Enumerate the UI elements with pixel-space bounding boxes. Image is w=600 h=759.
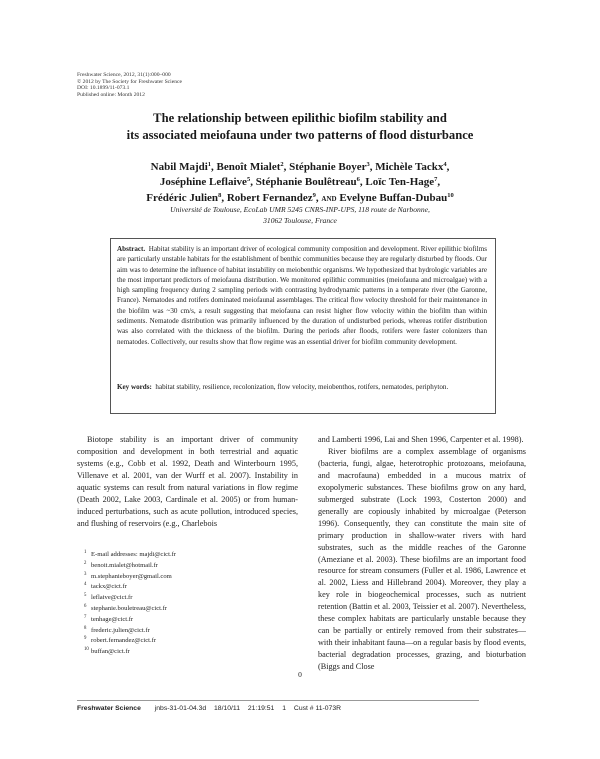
author-sup: 7 <box>434 176 438 184</box>
right-paragraph-1: and Lamberti 1996, Lai and Shen 1996, Carpenter et al. 1998). <box>318 435 524 444</box>
author-sup: 6 <box>356 176 360 184</box>
body-left-column: Biotope stability is an important driver of community composition and development in both terrestrial and aquatic systems (e.g., Cobb et al. 1992, Death and Winterbourn 1995, Villenave et al. 2001, van der Wurff et al. 2007). Instability in aquatic systems can result from natural variations in flow regime (Death 2002, Lake 2003, Cardinale et al. 2005) or from human-induced perturbations, such as acute pollution, introduced species, and flushing of reservoirs (e.g., Charlebois <box>77 435 298 528</box>
keywords-text: habitat stability, resilience, recolonization, flow velocity, meiobenthos, rotifers, nematodes, periphyton. <box>155 383 449 391</box>
author-name: Stéphanie Boulêtreau <box>255 176 357 189</box>
author-sup: 1 <box>207 161 212 168</box>
author-name: Stéphanie Boyer <box>289 161 367 173</box>
title-line-2: its associated meiofauna under two patterns of flood disturbance <box>126 128 474 142</box>
keywords <box>117 382 487 392</box>
footnote: $^7$ tenhage@cict.fr <box>84 614 134 623</box>
author-sup: 5 <box>246 176 251 184</box>
affiliation-line-1: Université de Toulouse, EcoLab UMR 5245 CNRS-INP-UPS, 118 route de Narbonne, <box>170 205 430 214</box>
journal-citation: Freshwater Science, 2012, 31(1):000–000 <box>77 72 171 78</box>
right-paragraph-2: River biofilms are a complex assemblage of organisms (bacteria, fungi, algae, heterotrophic protozoans, meiofauna, and macrofauna) embedded in a mucous matrix of exopolymeric substances. These biofilms grow on any hard, submerged substrate (Lock 1993, Costerton 2000) and generally are copiously inhabited by microalgae (Peterson 1996). Consequently, they can constitute the main site of primary production in shallow-water rivers with hard substrates, such as the middle reaches of the Garonne (Ameziane et al. 2003). These biofilms are an important food resource for stream consumers (Fuller et al. 1986, Lawrence et al. 2002, Liess and Hillebrand 2004). Moreover, they play a key role in biogeochemical processes, such as nutrient retention (Battin et al. 2003, Teissier et al. 2007). Nevertheless, these complex habitats are particularly unstable because they can be partially or entirely removed from their substrates—with their inhabitant fauna—on a regular basis by flood events, bacterial degradation processes, grazing, and bioturbation (Biggs and Close <box>318 446 526 672</box>
published-line: Published online: Month 2012 <box>77 91 145 98</box>
author-sup: 10 <box>447 191 454 199</box>
author-name: Joséphine Leflaive <box>159 176 247 189</box>
footnote: $^3$ m.stephanieboyer@gmail.com <box>84 571 172 580</box>
keywords-label: Key words: <box>117 383 152 391</box>
footer-divider <box>77 700 479 701</box>
footer-num: 1 <box>282 705 287 712</box>
footer-file: jnbs-31-01-04.3d <box>154 705 207 712</box>
footnote: $^1$ E-mail addresses: majdi@cict.fr <box>84 550 176 558</box>
author-name: Benoît Mialet <box>216 161 281 173</box>
footnote: $^2$ benoit.mialet@hotmail.fr <box>84 560 158 569</box>
affiliation-line-2: 31062 Toulouse, France <box>263 215 337 225</box>
page-number: 0 <box>298 670 302 679</box>
footnote: $^6$ stephanie.bouletreau@cict.fr <box>84 603 168 612</box>
copyright-line: © 2012 by The Society for Freshwater Science <box>77 78 182 85</box>
journal-meta <box>77 72 182 98</box>
footnote: $^8$ frederic.julien@cict.fr <box>84 625 150 634</box>
footnote: $^4$ tackx@cict.fr <box>84 582 127 591</box>
footer-journal: Freshwater Science <box>77 705 141 712</box>
body-right-column <box>318 434 526 673</box>
abstract-text: Habitat stability is an important driver of ecological community composition and development. River epilithic biofilms are particularly unstable habitats for the establishment of benthic communities because they are regularly disturbed by floods. Our aim was to determine the influence of habitat instability on meiobenthic organisms. We hypothesized that hydrologic variables are the most important predictors of meiofauna distribution. We monitored epilithic communities (meiofauna and microalgae) with a high sampling frequency during 2 sampling periods with contrasting hydrodynamic patterns in a temperate river (the Garonne, France). Nematodes and rotifers dominated meiofaunal assemblages. The critical flow velocity threshold for their maintenance in the biofilm was ~30 cm/s, a result suggesting that meiofauna can resist higher flow velocity within the biofilm than within sediments. Nematode distribution was primarily influenced by the duration of undisturbed periods, whereas rotifer distribution was also correlated with the thickness of the biofilm. During the periods after floods, rotifers were faster colonizers than nematodes. Collectively, our results show that flow regime was an essential driver for biofilm community development. <box>117 245 488 346</box>
doi-line: DOI: 10.1899/11-073.1 <box>77 85 130 92</box>
footnote: $^9$ robert.fernandez@cict.fr <box>84 636 157 645</box>
author-name: Evelyne Buffan-Dubau <box>339 191 448 204</box>
author-line-2: Joséphine Leflaive$^5$, Stéphanie Boulêtreau$^6$, Loïc Ten-Hage$^7$, <box>159 176 441 189</box>
author-name: Loïc Ten-Hage <box>365 176 435 189</box>
author-sup: 9 <box>312 191 316 199</box>
footnotes <box>84 550 176 658</box>
footer-cust: Cust # 11-073R <box>293 705 342 712</box>
footer-date: 18/10/11 <box>214 705 240 712</box>
footer-time: 21:19:51 <box>247 705 275 712</box>
footnote: $^{10}$ buffan@cict.fr <box>84 647 130 656</box>
author-list <box>60 160 540 206</box>
affiliation <box>60 205 540 226</box>
production-footer <box>77 705 347 712</box>
author-sup: 2 <box>280 161 284 168</box>
author-name: Frédéric Julien <box>146 191 219 204</box>
title-line-1: The relationship between epilithic biofilm stability and <box>153 111 447 125</box>
author-name: Michèle Tackx <box>375 161 444 173</box>
and-conjunction: and <box>321 192 337 204</box>
abstract-label: Abstract. <box>117 245 146 253</box>
abstract <box>117 244 487 347</box>
author-name: Robert Fernandez <box>226 191 313 204</box>
author-sup: 3 <box>366 161 370 168</box>
author-name: Nabil Majdi <box>150 161 208 173</box>
author-sup: 8 <box>218 191 222 199</box>
article-title <box>60 110 540 144</box>
footnote: $^5$ leflaive@cict.fr <box>84 593 133 602</box>
author-sup: 4 <box>443 161 447 168</box>
author-line-1: Nabil Majdi$^1$, Benoît Mialet$^2$, Stéphanie Boyer$^3$, Michèle Tackx$^4$, <box>150 161 450 173</box>
author-line-3: Frédéric Julien$^8$, Robert Fernandez$^9$, and Evelyne Buffan-Dubau$^{10}$ <box>146 191 454 204</box>
